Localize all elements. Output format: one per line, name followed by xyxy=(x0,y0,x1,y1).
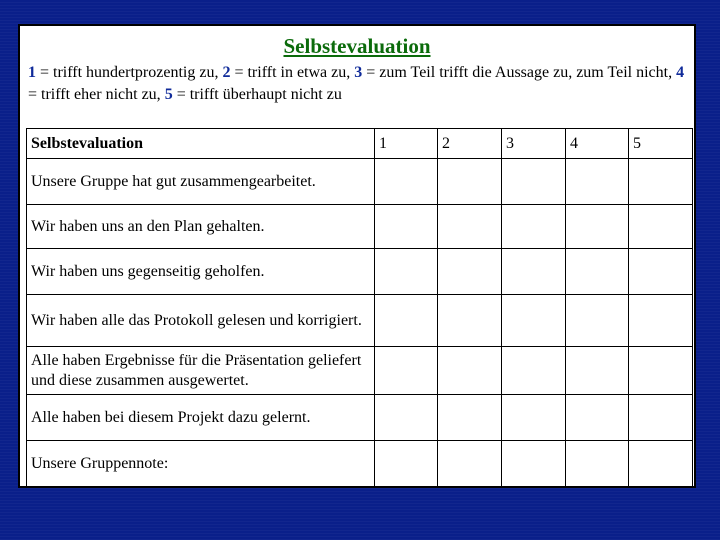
statement-cell: Wir haben uns an den Plan gehalten. xyxy=(27,205,375,249)
table-header-row xyxy=(27,129,693,159)
page-title: Selbstevaluation xyxy=(283,34,431,58)
statement-cell: Unsere Gruppe hat gut zusammengearbeitet. xyxy=(27,159,375,205)
rating-cell-5[interactable] xyxy=(629,295,693,347)
rating-cell-4[interactable] xyxy=(566,441,629,487)
header-cell-scale-1: 1 xyxy=(375,129,438,159)
table-row xyxy=(27,395,693,441)
rating-cell-1[interactable] xyxy=(375,395,438,441)
rating-cell-1[interactable] xyxy=(375,441,438,487)
rating-cell-1[interactable] xyxy=(375,205,438,249)
rating-cell-1[interactable] xyxy=(375,295,438,347)
rating-cell-5[interactable] xyxy=(629,347,693,395)
rating-cell-5[interactable] xyxy=(629,441,693,487)
rating-cell-5[interactable] xyxy=(629,395,693,441)
rating-cell-2[interactable] xyxy=(438,395,502,441)
rating-cell-4[interactable] xyxy=(566,159,629,205)
rating-cell-4[interactable] xyxy=(566,347,629,395)
rating-cell-2[interactable] xyxy=(438,347,502,395)
rating-cell-2[interactable] xyxy=(438,295,502,347)
rating-cell-3[interactable] xyxy=(502,205,566,249)
header-cell-scale-5: 5 xyxy=(629,129,693,159)
rating-cell-3[interactable] xyxy=(502,295,566,347)
statement-cell: Alle haben Ergebnisse für die Präsentation geliefert und diese zusammen ausgewertet. xyxy=(27,347,375,395)
rating-cell-2[interactable] xyxy=(438,249,502,295)
rating-cell-1[interactable] xyxy=(375,347,438,395)
rating-cell-3[interactable] xyxy=(502,395,566,441)
rating-cell-4[interactable] xyxy=(566,395,629,441)
table-row xyxy=(27,159,693,205)
legend-text-3: = zum Teil trifft die Aussage zu, zum Teil nicht, xyxy=(362,64,677,81)
legend-num-2: 2 xyxy=(222,64,231,81)
rating-cell-3[interactable] xyxy=(502,347,566,395)
rating-cell-1[interactable] xyxy=(375,249,438,295)
rating-cell-3[interactable] xyxy=(502,159,566,205)
header-cell-scale-2: 2 xyxy=(438,129,502,159)
rating-cell-5[interactable] xyxy=(629,249,693,295)
header-cell-statement: Selbstevaluation xyxy=(27,129,375,159)
legend-text-5: = trifft überhaupt nicht zu xyxy=(172,86,342,103)
evaluation-table xyxy=(26,128,693,487)
legend-text-4: = trifft eher nicht zu, xyxy=(28,86,165,103)
legend-num-3: 3 xyxy=(354,64,363,81)
rating-cell-1[interactable] xyxy=(375,159,438,205)
legend-num-1: 1 xyxy=(28,64,36,81)
table-row xyxy=(27,441,693,487)
legend-text-2: = trifft in etwa zu, xyxy=(230,64,355,81)
rating-cell-2[interactable] xyxy=(438,441,502,487)
rating-cell-2[interactable] xyxy=(438,205,502,249)
rating-cell-2[interactable] xyxy=(438,159,502,205)
rating-cell-5[interactable] xyxy=(629,205,693,249)
statement-cell: Alle haben bei diesem Projekt dazu gelernt. xyxy=(27,395,375,441)
rating-cell-3[interactable] xyxy=(502,441,566,487)
rating-legend xyxy=(28,62,688,106)
statement-cell: Wir haben alle das Protokoll gelesen und korrigiert. xyxy=(27,295,375,347)
table-row xyxy=(27,249,693,295)
header-cell-scale-4: 4 xyxy=(566,129,629,159)
table-row xyxy=(27,347,693,395)
legend-num-5: 5 xyxy=(164,86,173,103)
evaluation-sheet xyxy=(18,24,696,488)
legend-num-4: 4 xyxy=(676,64,685,81)
rating-cell-3[interactable] xyxy=(502,249,566,295)
header-cell-scale-3: 3 xyxy=(502,129,566,159)
statement-cell: Unsere Gruppennote: xyxy=(27,441,375,487)
rating-cell-4[interactable] xyxy=(566,205,629,249)
rating-cell-4[interactable] xyxy=(566,249,629,295)
table-row xyxy=(27,295,693,347)
statement-cell: Wir haben uns gegenseitig geholfen. xyxy=(27,249,375,295)
rating-cell-5[interactable] xyxy=(629,159,693,205)
rating-cell-4[interactable] xyxy=(566,295,629,347)
table-row xyxy=(27,205,693,249)
legend-text-1: = trifft hundertprozentig zu, xyxy=(36,64,223,81)
